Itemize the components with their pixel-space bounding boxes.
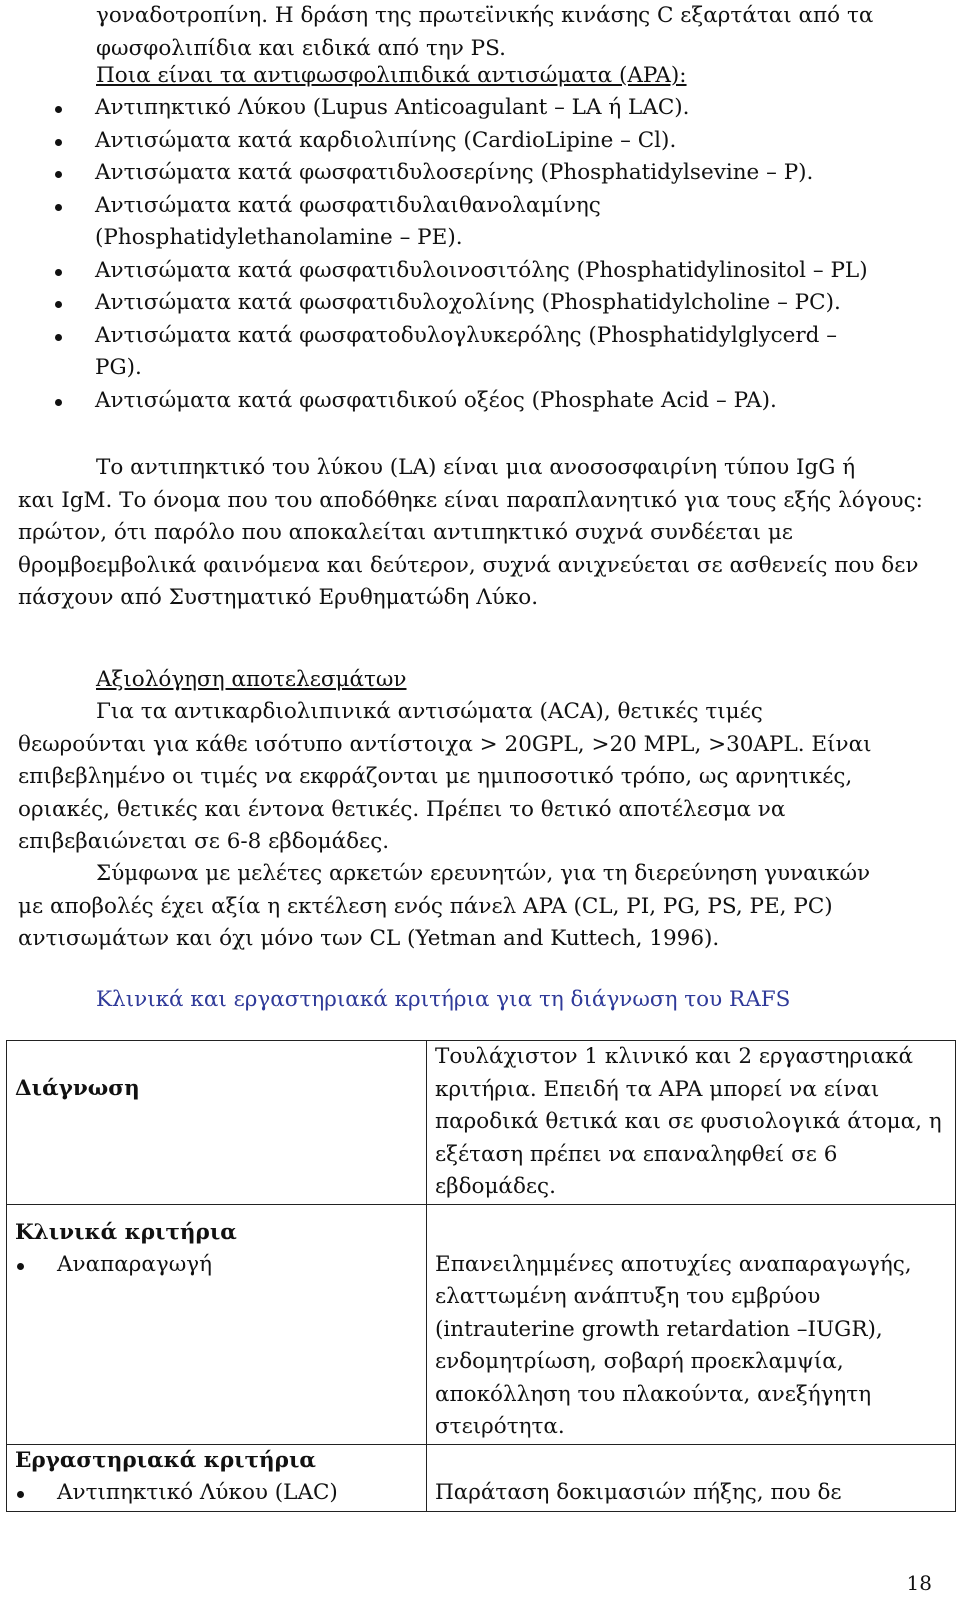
criteria-title: Κλινικά και εργαστηριακά κριτήρια για τη διάγνωση του RAFS bbox=[96, 987, 791, 1012]
la-paragraph: Το αντιπηκτικό του λύκου (LA) είναι μια ανοσοσφαιρίνη τύπου IgG ή και IgM. Το όνομα που του αποδόθηκε είναι παραπλανητικό για τους εξής λόγους: πρώτον, ότι παρόλο που αποκαλείται αντιπηκτικό συχνά συνδέεται με θρομβοεμβολικά φαινόμενα και δεύτερον, συχνά ανιχνεύεται σε ασθενείς που δεν πάσχουν από Συστηματικό Ερυθηματώδη Λύκο. bbox=[18, 455, 923, 610]
table-cell bbox=[427, 1444, 956, 1511]
page-number: 18 bbox=[906, 1570, 932, 1595]
list-item: Αντισώματα κατά φωσφατιδικού οξέος (Phosphate Acid – PA). bbox=[55, 385, 925, 418]
intro-paragraph bbox=[18, 0, 932, 65]
table-cell bbox=[7, 1041, 427, 1205]
bullet-icon bbox=[17, 1263, 24, 1270]
bullet-icon bbox=[55, 106, 62, 113]
lab-text: Παράταση δοκιμασιών πήξης, που δε bbox=[435, 1479, 842, 1505]
list-item: Αντισώματα κατά φωσφατιδυλοσερίνης (Phosphatidylsevine – P). bbox=[55, 157, 925, 190]
intro-line: γοναδοτροπίνη. Η δράση της πρωτεϊνικής κινάσης C εξαρτάται από τα bbox=[96, 3, 874, 28]
table-cell bbox=[7, 1204, 427, 1444]
apa-list bbox=[55, 92, 925, 417]
bullet-icon bbox=[55, 334, 62, 341]
bullet-icon bbox=[55, 139, 62, 146]
list-item: Αντισώματα κατά φωσφατιδυλοχολίνης (Phosphatidylcholine – PC). bbox=[55, 287, 925, 320]
list-item: Αναπαραγωγή bbox=[15, 1249, 418, 1282]
apa-heading: Ποια είναι τα αντιφωσφολιπιδικά αντισώματα (APA): bbox=[96, 63, 687, 88]
clinical-text: Επανειλημμένες αποτυχίες αναπαραγωγής, ελαττωμένη ανάπτυξη του εμβρύου (intrauterine growth retardation –IUGR), ενδομητρίωση, σοβαρή προεκλαμψία, αποκόλληση του πλακούντα, ανεξήγητη στειρότητα. bbox=[435, 1251, 912, 1439]
table-cell bbox=[427, 1041, 956, 1205]
bullet-icon bbox=[55, 204, 62, 211]
list-item: Αντιπηκτικό Λύκου (Lupus Anticoagulant – LA ή LAC). bbox=[55, 92, 925, 125]
bullet-icon bbox=[55, 399, 62, 406]
diagnosis-label: Διάγνωση bbox=[15, 1076, 140, 1101]
list-item: Αντισώματα κατά καρδιολιπίνης (CardioLipine – Cl). bbox=[55, 125, 925, 158]
table-row bbox=[7, 1204, 956, 1444]
bullet-icon bbox=[55, 301, 62, 308]
studies-paragraph: Σύμφωνα με μελέτες αρκετών ερευνητών, για τη διερεύνηση γυναικών με αποβολές έχει αξία η εκτέλεση ενός πάνελ APA (CL, PI, PG, PS, PE, PC) αντισωμάτων και όχι μόνο των CL (Yetman and Kuttech, 1996). bbox=[18, 861, 871, 951]
bullet-icon bbox=[17, 1491, 24, 1498]
clinical-label: Κλινικά κριτήρια bbox=[15, 1219, 237, 1245]
intro-line: φωσφολιπίδια και ειδικά από την PS. bbox=[96, 35, 506, 61]
table-cell bbox=[427, 1204, 956, 1444]
table-cell bbox=[7, 1444, 427, 1511]
list-item: Αντιπηκτικό Λύκου (LAC) bbox=[15, 1477, 418, 1510]
table-row bbox=[7, 1444, 956, 1511]
bullet-icon bbox=[55, 269, 62, 276]
bullet-icon bbox=[55, 171, 62, 178]
aca-paragraph: Για τα αντικαρδιολιπινικά αντισώματα (ACA), θετικές τιμές θεωρούνται για κάθε ισότυπο αντίστοιχα > 20GPL, >20 MPL, >30APL. Είναι επιβεβλημένο οι τιμές να εκφράζονται με ημιποσοτικό τρόπο, ως αρνητικές, οριακές, θετικές και έντονα θετικές. Πρέπει το θετικό αποτέλεσμα να επιβεβαιώνεται σε 6-8 εβδομάδες. bbox=[18, 699, 872, 854]
list-item: Αντισώματα κατά φωσφατιδυλαιθανολαμίνης (Phosphatidylethanolamine – PE). bbox=[55, 190, 925, 255]
evaluation-heading: Αξιολόγηση αποτελεσμάτων bbox=[96, 667, 407, 692]
diagnosis-text: Τουλάχιστον 1 κλινικό και 2 εργαστηριακά κριτήρια. Επειδή τα APA μπορεί να είναι παροδικά θετικά και σε φυσιολογικά άτομα, η εξέταση πρέπει να επαναληφθεί σε 6 εβδομάδες. bbox=[435, 1044, 942, 1199]
lab-label: Εργαστηριακά κριτήρια bbox=[15, 1447, 316, 1473]
list-item: Αντισώματα κατά φωσφατιδυλοινοσιτόλης (Phosphatidylinositol – PL) bbox=[55, 255, 925, 288]
list-item: Αντισώματα κατά φωσφατοδυλογλυκερόλης (Phosphatidylglycerd – PG). bbox=[55, 320, 925, 385]
table-row bbox=[7, 1041, 956, 1205]
criteria-table bbox=[6, 1040, 956, 1512]
